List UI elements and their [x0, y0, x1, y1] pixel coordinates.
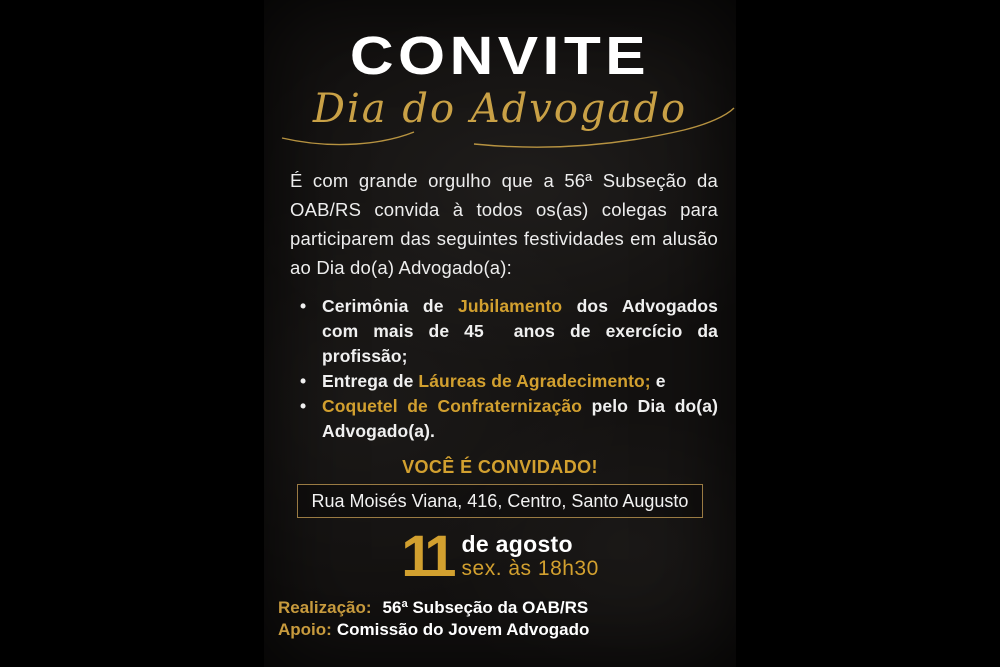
poster-subtitle-wrap: [264, 82, 736, 144]
date-day: 11: [401, 524, 451, 589]
date-time: sex. às 18h30: [461, 557, 599, 580]
footer-credits: [278, 597, 589, 640]
address-box: [297, 484, 704, 518]
list-item: [300, 394, 718, 444]
list-item-text-highlight: Coquetel de Confraternização: [322, 396, 583, 416]
bullet-dot-icon: •: [300, 296, 307, 316]
intro-paragraph: É com grande orgulho que a 56ª Subseção da OAB/RS convida à todos os(as) colegas para participarem das seguintes festividades em alusão ao Dia do(a) Advogado(a):: [290, 170, 718, 278]
event-date: [264, 524, 736, 589]
list-item-text-pre: Cerimônia de: [322, 296, 458, 316]
event-list: [300, 294, 718, 444]
address-row: [264, 484, 736, 518]
list-item-text: [322, 369, 718, 394]
invitation-headline: VOCÊ É CONVIDADO!: [402, 457, 598, 477]
date-month: de agosto: [461, 531, 573, 557]
list-item-text-post: e: [650, 371, 666, 391]
list-item-text-post: pelo Dia do(a) Advogado(a).: [322, 396, 718, 441]
list-item: [300, 294, 718, 369]
address-text: Rua Moisés Viana, 416, Centro, Santo Augusto: [311, 491, 689, 511]
list-item-text-pre: Entrega de: [322, 371, 419, 391]
list-item-text-highlight: Jubilamento: [458, 296, 563, 316]
bullet-dot-icon: •: [300, 396, 307, 416]
support-line: [278, 619, 589, 641]
support-value: Comissão do Jovem Advogado: [336, 619, 590, 639]
list-item-text: [322, 394, 718, 444]
list-item: [300, 369, 718, 394]
list-item-text: [322, 294, 718, 369]
realization-value: 56ª Subseção da OAB/RS: [382, 598, 589, 617]
bullet-dot-icon: •: [300, 371, 307, 391]
realization-label: Realização:: [278, 598, 372, 617]
date-details: [462, 532, 599, 581]
list-item-text-post: dos Advogados com mais de 45 anos de exercício da profissão;: [322, 296, 719, 366]
realization-line: [278, 597, 589, 619]
support-label: Apoio:: [278, 619, 332, 639]
list-item-text-highlight: Láureas de Agradecimento;: [418, 371, 651, 391]
invitation-poster: [264, 0, 736, 667]
poster-subtitle: Dia do Advogado: [312, 86, 688, 132]
poster-title: CONVITE: [349, 26, 651, 86]
